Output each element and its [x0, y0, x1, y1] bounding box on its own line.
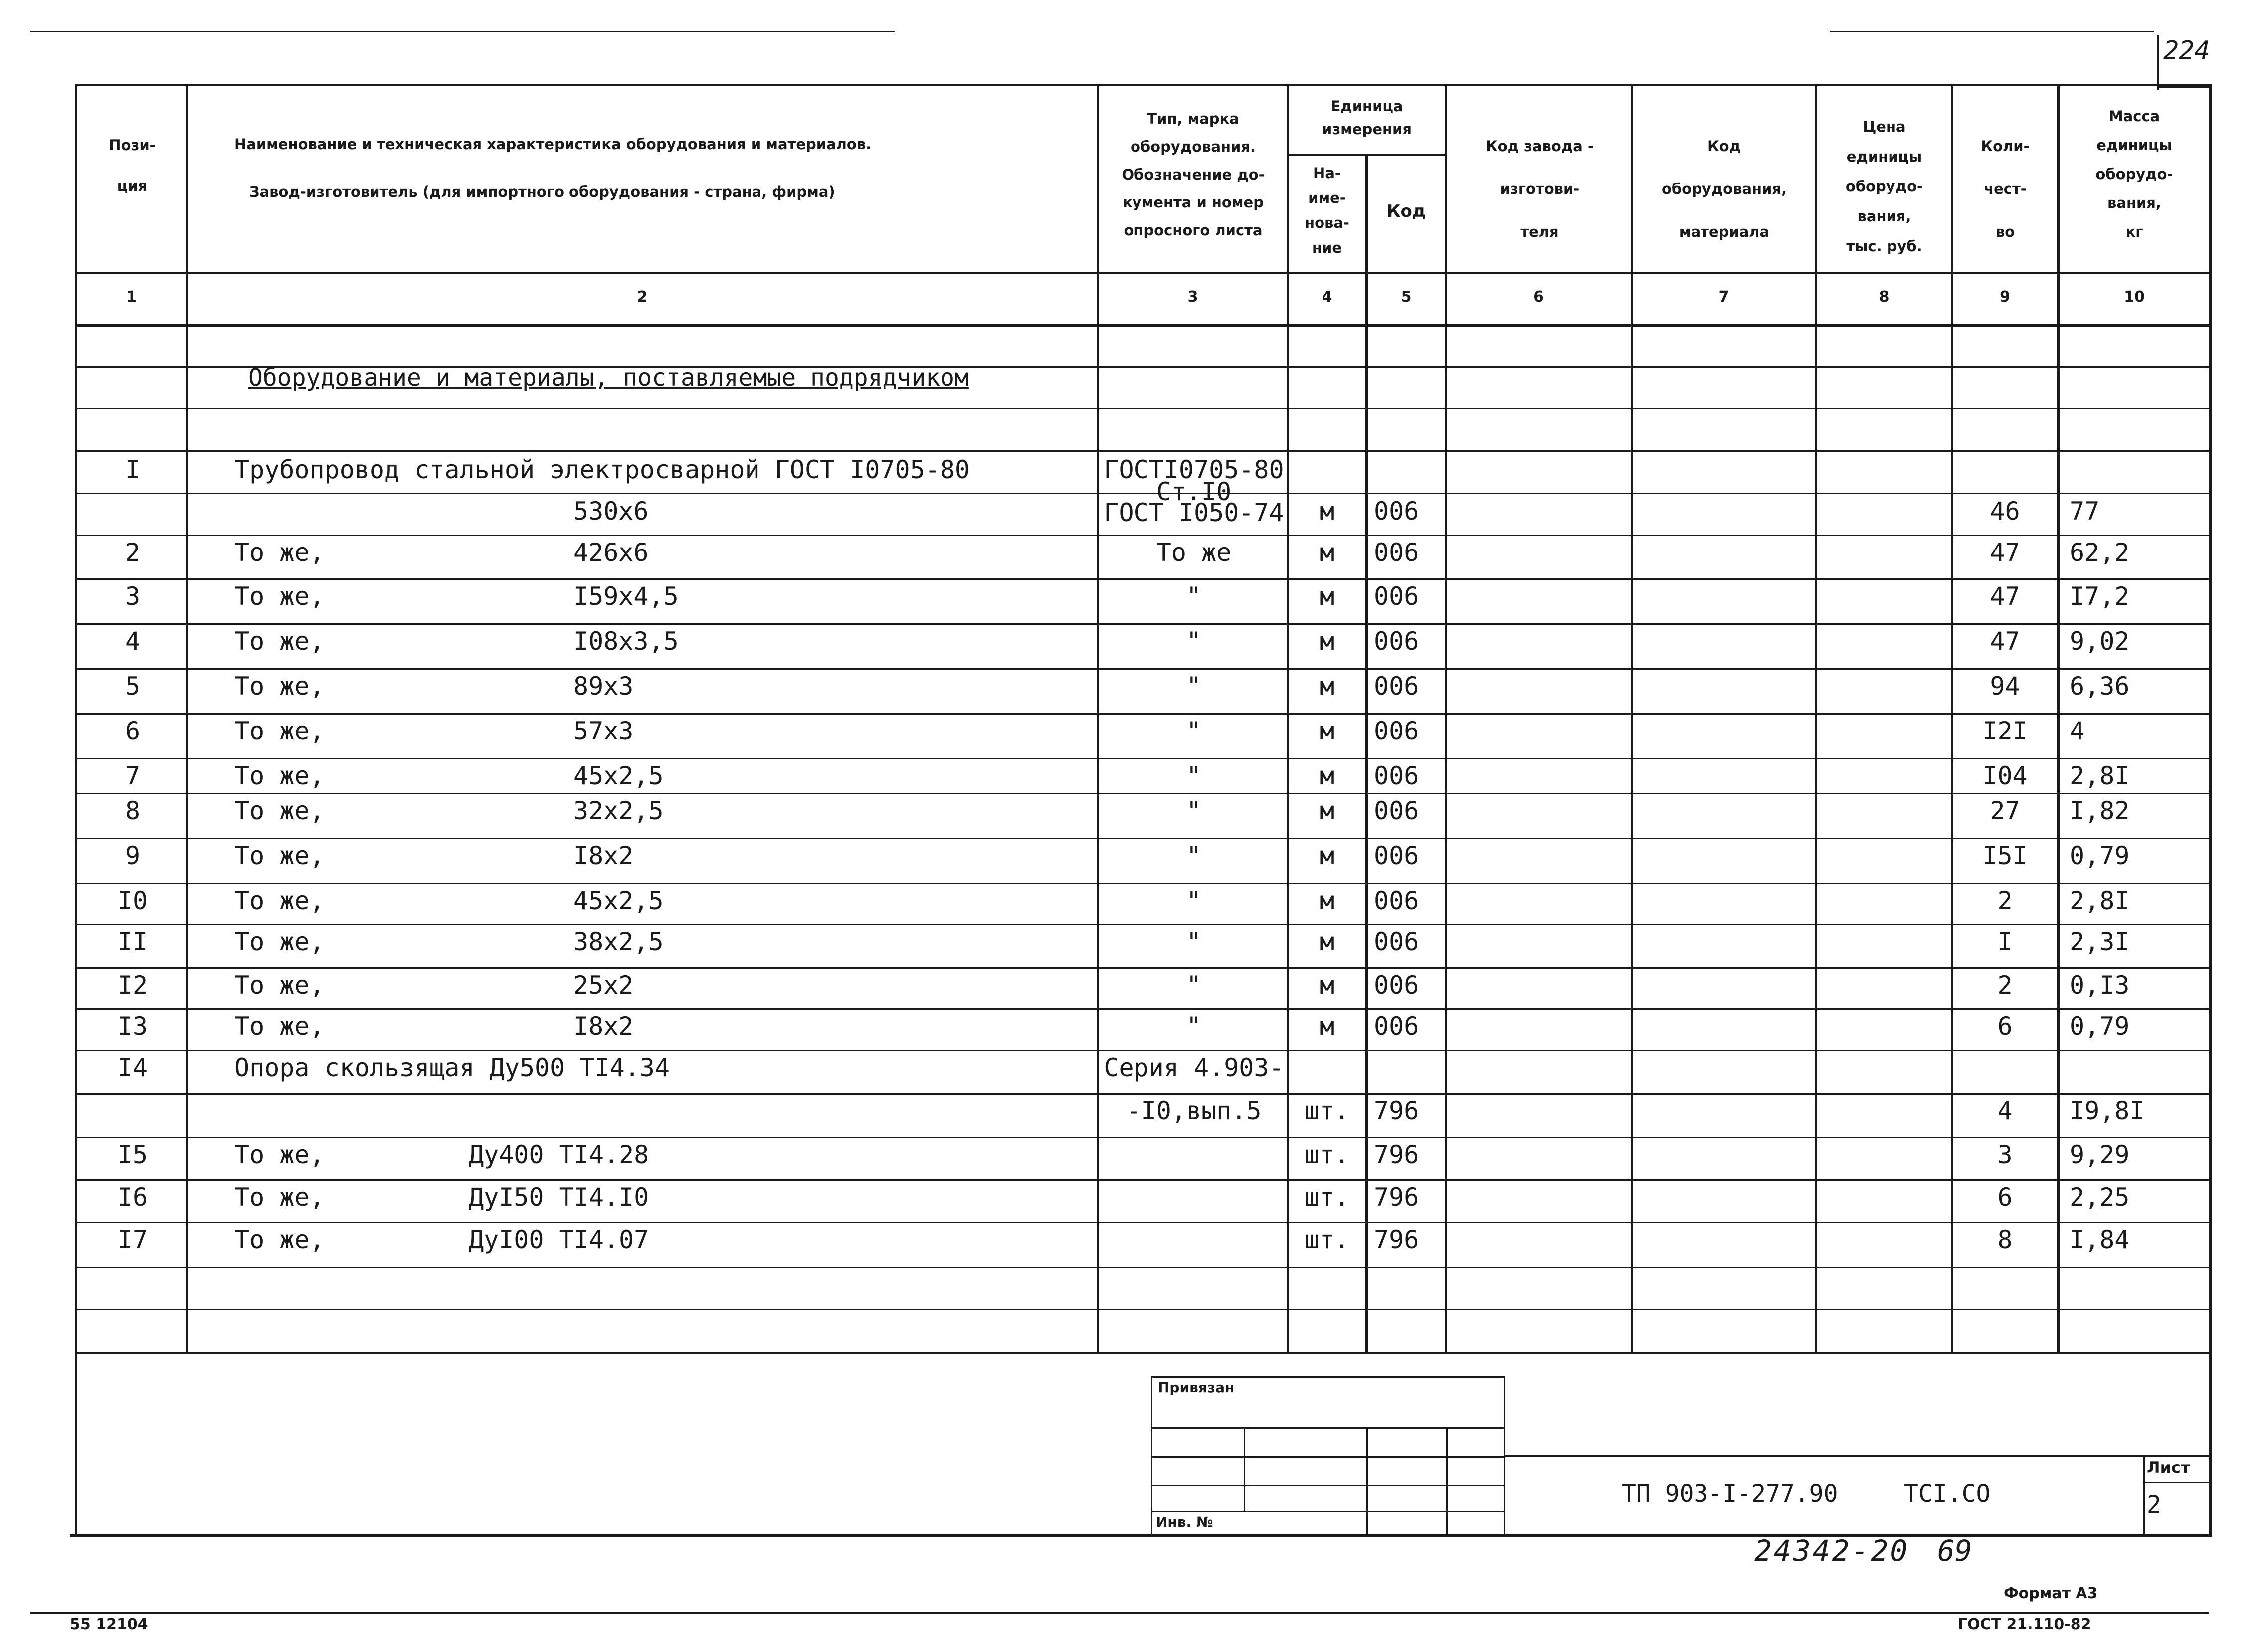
row-line [75, 838, 2212, 839]
row-size-cell: 57x3 [573, 717, 634, 745]
header-unit-name: На- име- нова- ние [1305, 165, 1349, 256]
row-mass-cell: 9,29 [2070, 1140, 2130, 1169]
row-unit-cell: м [1319, 1012, 1335, 1041]
row-pos-cell: 5 [125, 672, 141, 701]
row-qty-cell: 3 [1997, 1140, 2013, 1169]
row-type-cell: " [1186, 1012, 1202, 1041]
row-name-cell: То же, [234, 1225, 325, 1254]
header-plant-code: Код завода - изготови- теля [1486, 138, 1594, 240]
row-size-cell: 530x6 [573, 497, 649, 526]
col-number: 4 [1322, 288, 1332, 306]
row-unit-cell: м [1319, 841, 1335, 870]
row-qty-cell: I [1997, 927, 2013, 956]
row-code-cell: 006 [1374, 538, 1419, 567]
row-code-cell: 006 [1374, 927, 1419, 956]
col-number: 8 [1879, 288, 1890, 306]
stamp-privyazan: Привязан [1158, 1379, 1235, 1396]
row-qty-cell: 2 [1997, 886, 2013, 915]
sheet-box-mid [2143, 1482, 2211, 1483]
stamp-grid-vline [1446, 1427, 1448, 1536]
row-pos-cell: II [117, 927, 148, 956]
row-unit-cell: м [1319, 971, 1335, 1000]
handwritten-number: 24342-20 [1754, 1534, 1910, 1568]
row-type-cell: " [1186, 582, 1202, 611]
row-mass-cell: 2,25 [2070, 1183, 2130, 1212]
sheet-number: 2 [2147, 1491, 2161, 1519]
row-size-cell: 426x6 [573, 538, 649, 567]
row-type-cell: " [1186, 841, 1202, 870]
row-line [75, 1008, 2212, 1010]
col-number: 5 [1401, 288, 1412, 306]
row-qty-cell: 47 [1990, 538, 2020, 567]
row-mass-cell: 2,8I [2070, 886, 2130, 915]
header-equipment-code: Код оборудования, материала [1661, 138, 1787, 240]
body-bottom [75, 1352, 2212, 1354]
row-unit-cell: м [1319, 538, 1335, 567]
row-unit-cell: м [1319, 582, 1335, 611]
row-name-cell: Опора скользящая Ду500 ТI4.34 [234, 1053, 670, 1082]
row-mass-cell: 62,2 [2070, 538, 2130, 567]
row-qty-cell: I5I [1982, 841, 2028, 870]
row-line [75, 535, 2212, 536]
header-price: Цена единицы оборудо- вания, тыс. руб. [1845, 118, 1923, 255]
row-pos-cell: I [125, 455, 141, 484]
stamp-outer-top [1151, 1376, 1505, 1378]
row-line [75, 967, 2212, 969]
header-name-line2: Завод-изготовитель (для импортного оборудования - страна, фирма) [249, 183, 835, 200]
row-pos-cell: I3 [117, 1012, 148, 1041]
row-line [75, 883, 2212, 884]
row-qty-cell: 46 [1990, 497, 2020, 526]
header-position: Пози- ция [109, 137, 156, 194]
row-type-cell: -I0,вып.5 [1126, 1097, 1262, 1125]
row-qty-cell: 47 [1990, 627, 2020, 656]
header-name-line1: Наименование и техническая характеристика оборудования и материалов. [234, 136, 872, 153]
handwritten-sheet: 69 [1937, 1534, 1972, 1568]
section-title: Оборудование и материалы, поставляемые подрядчиком [248, 364, 969, 392]
row-line [75, 1267, 2212, 1268]
row-name-cell: Трубопровод стальной электросварной ГОСТ I0705-80 [234, 455, 970, 484]
row-name-cell: То же, [234, 796, 325, 825]
row-size-cell: 89x3 [573, 672, 634, 701]
row-line [75, 578, 2212, 580]
row-unit-cell: м [1319, 886, 1335, 915]
stamp-grid-line [1151, 1456, 1505, 1458]
row-pos-cell: 9 [125, 841, 141, 870]
header-unit-group: Единица измерения [1322, 98, 1412, 138]
row-name-cell: То же, [234, 927, 325, 956]
row-qty-cell: 8 [1997, 1225, 2013, 1254]
row-code-cell: 006 [1374, 497, 1419, 526]
row-qty-cell: 47 [1990, 582, 2020, 611]
row-code-cell: 796 [1374, 1225, 1419, 1254]
numrow-bottom [75, 324, 2212, 327]
row-qty-cell: 94 [1990, 672, 2020, 701]
row-mass-cell: 77 [2070, 497, 2100, 526]
header-quantity: Коли- чест- во [1981, 138, 2030, 240]
row-unit-cell: шт. [1304, 1225, 1350, 1254]
row-name-cell: То же, [234, 717, 325, 745]
stamp-grid-line [1151, 1427, 1505, 1429]
stamp-grid-vline [1366, 1427, 1368, 1536]
row-pos-cell: I0 [117, 886, 148, 915]
header-bottom [75, 272, 2212, 274]
stamp-grid-vline [1244, 1427, 1245, 1511]
row-line [75, 450, 2212, 452]
row-pos-cell: 7 [125, 761, 141, 790]
row-type-cell: ГОСТI0705-80 [1104, 455, 1284, 484]
header-type: Тип, марка оборудования. Обозначение до- кумента и номер опросного листа [1122, 110, 1265, 239]
titleblock-top [1504, 1455, 2211, 1457]
row-size-cell: 32x2,5 [573, 796, 664, 825]
row-unit-cell: шт. [1304, 1097, 1350, 1125]
row-line [75, 924, 2212, 925]
row-mass-cell: 2,3I [2070, 927, 2130, 956]
row-unit-cell: м [1319, 717, 1335, 745]
row-qty-cell: I04 [1982, 761, 2028, 790]
col-divider-9 [2057, 84, 2060, 1354]
row-size-cell: 25x2 [573, 971, 634, 1000]
row-pos-cell: I5 [117, 1140, 148, 1169]
page-number: 224 [2163, 36, 2210, 66]
row-code-cell: 006 [1374, 582, 1419, 611]
header-mass: Масса единицы оборудо- вания, кг [2095, 108, 2173, 240]
unit-group-divider [1287, 154, 1446, 156]
col-number: 7 [1718, 288, 1729, 306]
row-code-cell: 006 [1374, 841, 1419, 870]
doc-code: ТП 903-I-277.90 [1622, 1480, 1838, 1508]
row-line [75, 668, 2212, 670]
row-name-cell: То же, [234, 627, 325, 656]
row-type-cell: " [1186, 886, 1202, 915]
row-mass-cell: I,84 [2070, 1225, 2130, 1254]
col-divider-6 [1631, 84, 1633, 1354]
row-code-cell: 006 [1374, 971, 1419, 1000]
col-number: 9 [2000, 288, 2010, 306]
row-type-cell: " [1186, 927, 1202, 956]
row-qty-cell: 2 [1997, 971, 2013, 1000]
row-type-cell: Серия 4.903- [1104, 1053, 1284, 1082]
row-mass-cell: I,82 [2070, 796, 2130, 825]
row-type-cell: " [1186, 672, 1202, 701]
row-code-cell: 796 [1374, 1097, 1419, 1125]
row-type-cell: " [1186, 717, 1202, 745]
row-code-cell: 006 [1374, 1012, 1419, 1041]
doc-mark: ТСI.СО [1904, 1480, 1991, 1508]
row-line [75, 1050, 2212, 1051]
row-type-cell: Ст.I0 ГОСТ I050-74 [1104, 477, 1284, 527]
row-name-cell: То же, [234, 1183, 325, 1212]
row-pos-cell: 2 [125, 538, 141, 567]
row-name-cell: То же, [234, 582, 325, 611]
row-pos-cell: 6 [125, 717, 141, 745]
stamp-grid-line [1151, 1485, 1505, 1486]
row-pos-cell: 8 [125, 796, 141, 825]
row-mass-cell: 4 [2070, 717, 2085, 745]
col-divider-7 [1815, 84, 1817, 1354]
row-line [75, 1179, 2212, 1181]
footer-gost: ГОСТ 21.110-82 [1958, 1616, 2091, 1633]
row-line [75, 1222, 2212, 1223]
row-size-cell: I8x2 [573, 1012, 634, 1041]
row-size-cell: I8x2 [573, 841, 634, 870]
row-unit-cell: м [1319, 497, 1335, 526]
row-name-cell: То же, [234, 672, 325, 701]
stamp-grid-line [1151, 1511, 1505, 1512]
row-mass-cell: 2,8I [2070, 761, 2130, 790]
row-code-cell: 006 [1374, 627, 1419, 656]
row-type-cell: " [1186, 796, 1202, 825]
row-code-cell: 006 [1374, 672, 1419, 701]
sheet-box-left [2143, 1455, 2145, 1536]
header-unit-code: Код [1386, 201, 1426, 221]
row-qty-cell: 27 [1990, 796, 2020, 825]
row-name-cell: То же, [234, 971, 325, 1000]
row-mass-cell: 0,79 [2070, 841, 2130, 870]
table-right-border [2209, 84, 2212, 1536]
row-mass-cell: I9,8I [2070, 1097, 2145, 1125]
row-code-cell: 796 [1374, 1140, 1419, 1169]
footer-format: Формат А3 [2004, 1585, 2098, 1602]
row-size-cell: 45x2,5 [573, 886, 664, 915]
row-unit-cell: м [1319, 672, 1335, 701]
page-number-box-left [2157, 35, 2159, 90]
row-qty-cell: I2I [1982, 717, 2028, 745]
top-rule [30, 31, 895, 32]
table-top-border [75, 84, 2212, 86]
col-number: 6 [1533, 288, 1544, 306]
row-qty-cell: 6 [1997, 1012, 2013, 1041]
row-name-cell: То же, [234, 538, 325, 567]
footer-rule [30, 1612, 2209, 1614]
row-unit-cell: м [1319, 761, 1335, 790]
row-pos-cell: 3 [125, 582, 141, 611]
row-line [75, 713, 2212, 715]
row-type-cell: " [1186, 627, 1202, 656]
row-pos-cell: 4 [125, 627, 141, 656]
top-rule-right [1830, 31, 2154, 32]
row-line [75, 623, 2212, 625]
stamp-inv-no: Инв. № [1156, 1514, 1213, 1530]
row-line [75, 758, 2212, 759]
row-unit-cell: шт. [1304, 1140, 1350, 1169]
col-number: 1 [126, 288, 137, 306]
row-mass-cell: 0,79 [2070, 1012, 2130, 1041]
row-pos-cell: I6 [117, 1183, 148, 1212]
row-line [75, 1093, 2212, 1095]
row-name-cell: То же, [234, 1012, 325, 1041]
row-mass-cell: 9,02 [2070, 627, 2130, 656]
row-name-cell: То же, [234, 1140, 325, 1169]
col-number: 10 [2124, 288, 2145, 306]
row-name-cell: То же, [234, 886, 325, 915]
row-unit-cell: шт. [1304, 1183, 1350, 1212]
row-mass-cell: 0,I3 [2070, 971, 2130, 1000]
row-name-cell: То же, [234, 761, 325, 790]
row-size-cell: 38x2,5 [573, 927, 664, 956]
row-type-cell: То же [1156, 538, 1232, 567]
row-size-cell: I59x4,5 [573, 582, 679, 611]
row-line [75, 793, 2212, 794]
row-code-cell: 006 [1374, 886, 1419, 915]
row-pos-cell: I7 [117, 1225, 148, 1254]
row-unit-cell: м [1319, 796, 1335, 825]
row-mass-cell: I7,2 [2070, 582, 2130, 611]
row-line [75, 408, 2212, 409]
row-qty-cell: 4 [1997, 1097, 2013, 1125]
row-code-cell: 006 [1374, 796, 1419, 825]
row-line [75, 1309, 2212, 1310]
row-code-cell: 796 [1374, 1183, 1419, 1212]
col-number: 2 [637, 288, 648, 306]
footer-left-code: 55 12104 [70, 1616, 148, 1633]
row-mass-cell: 6,36 [2070, 672, 2130, 701]
row-size-cell: 45x2,5 [573, 761, 664, 790]
row-size-cell: I08x3,5 [573, 627, 679, 656]
col-number: 3 [1187, 288, 1198, 306]
col-divider-2 [1097, 84, 1099, 1354]
row-pos-cell: I4 [117, 1053, 148, 1082]
row-name-cell: То же, [234, 841, 325, 870]
sheet-label: Лист [2147, 1458, 2190, 1477]
row-unit-cell: м [1319, 927, 1335, 956]
row-qty-cell: 6 [1997, 1183, 2013, 1212]
row-size-cell: ДуI00 ТI4.07 [469, 1225, 649, 1254]
row-size-cell: Ду400 ТI4.28 [469, 1140, 649, 1169]
col-divider-4 [1365, 155, 1368, 1354]
row-pos-cell: I2 [117, 971, 148, 1000]
row-line [75, 1137, 2212, 1138]
row-type-cell: " [1186, 761, 1202, 790]
row-unit-cell: м [1319, 627, 1335, 656]
row-size-cell: ДуI50 ТI4.I0 [469, 1183, 649, 1212]
col-divider-1 [186, 84, 188, 1354]
row-code-cell: 006 [1374, 761, 1419, 790]
row-type-cell: " [1186, 971, 1202, 1000]
row-code-cell: 006 [1374, 717, 1419, 745]
